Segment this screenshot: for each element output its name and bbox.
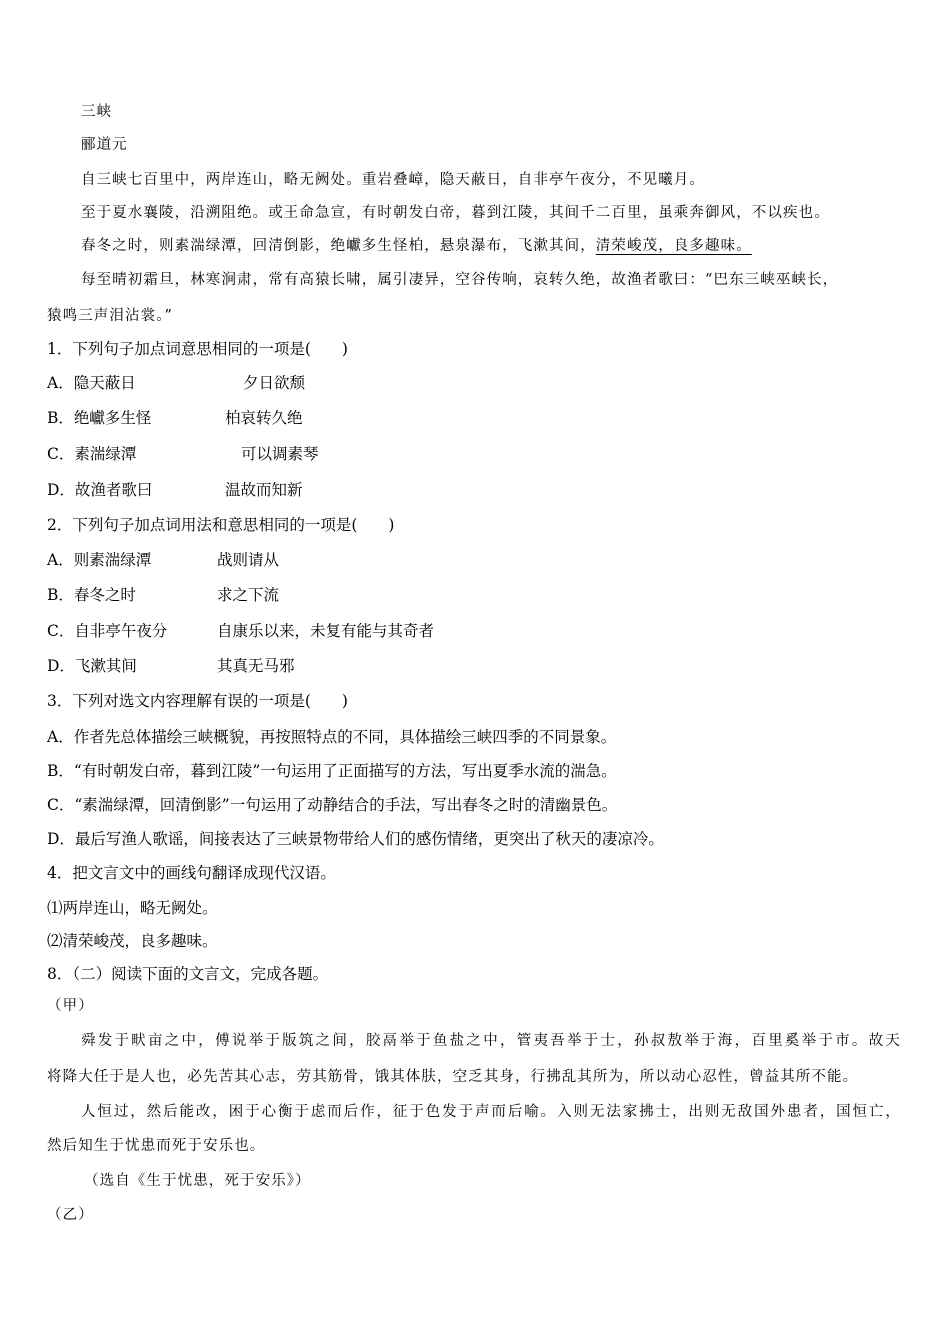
passage-author: 郦道元 <box>81 137 128 153</box>
passage-title: 三峡 <box>81 104 113 120</box>
option-label: B．绝巘多生怪 <box>47 409 152 427</box>
question-4-item-2: ⑵清荣峻茂，良多趣味。 <box>47 932 218 950</box>
option-pair: 其真无马邪 <box>217 657 295 675</box>
option-label: B．春冬之时 <box>47 586 136 604</box>
jia-paragraph-1-line-2: 将降大任于是人也，必先苦其心志，劳其筋骨，饿其体肤，空乏其身，行拂乱其所为，所以动心忍性，曾益其所不能。 <box>47 1069 859 1085</box>
option-label: A．则素湍绿潭 <box>47 551 152 569</box>
question-1-stem: 1．下列句子加点词意思相同的一项是( ) <box>47 340 348 358</box>
option-label: C．素湍绿潭 <box>47 445 137 463</box>
passage-paragraph-1: 自三峡七百里中，两岸连山，略无阙处。重岩叠嶂，隐天蔽日，自非亭午夜分，不见曦月。 <box>81 172 705 188</box>
section-2-heading: 8．（二）阅读下面的文言文，完成各题。 <box>47 965 329 983</box>
jia-paragraph-2-line-2: 然后知生于忧患而死于安乐也。 <box>47 1138 266 1154</box>
question-1-option-a <box>47 373 306 393</box>
jia-paragraph-2-line-1: 人恒过，然后能改，困于心衡于虑而后作，征于色发于声而后喻。入则无法家拂士，出则无敌国外患者，国恒亡， <box>81 1104 901 1120</box>
question-4-stem: 4．把文言文中的画线句翻译成现代汉语。 <box>47 864 336 882</box>
question-2-option-c <box>47 621 435 641</box>
passage-paragraph-3 <box>81 236 752 256</box>
option-pair: 夕日欲颓 <box>243 374 306 392</box>
jia-source: （选自《生于忧患，死于安乐》） <box>84 1173 311 1189</box>
question-1-option-c <box>47 444 319 464</box>
question-3-option-a: A．作者先总体描绘三峡概貌，再按照特点的不同，具体描绘三峡四季的不同景象。 <box>47 728 617 746</box>
question-2-option-d <box>47 656 295 676</box>
question-3-option-b: B．“有时朝发白帝，暮到江陵”一句运用了正面描写的方法，写出夏季水流的湍急。 <box>47 762 617 780</box>
passage-paragraph-4-line-1: 每至晴初霜旦，林寒涧肃，常有高猿长啸，属引凄异，空谷传响，哀转久绝，故渔者歌曰：“巴东三峡巫峡长， <box>81 272 839 288</box>
jia-paragraph-1-line-1: 舜发于畎亩之中，傅说举于版筑之间，胶鬲举于鱼盐之中，管夷吾举于士，孙叔敖举于海，百里奚举于市。故天 <box>81 1033 901 1049</box>
option-pair: 求之下流 <box>217 586 280 604</box>
option-label: A．隐天蔽日 <box>47 374 136 392</box>
option-pair: 温故而知新 <box>225 481 303 499</box>
underlined-sentence: 清荣峻茂，良多趣味。 <box>595 238 752 254</box>
question-2-option-a <box>47 550 280 570</box>
question-2-option-b <box>47 585 280 605</box>
question-3-option-c: C．“素湍绿潭，回清倒影”一句运用了动静结合的手法，写出春冬之时的清幽景色。 <box>47 796 618 814</box>
passage-paragraph-4-line-2: 猿鸣三声泪沾裳。” <box>47 308 174 324</box>
question-2-stem: 2．下列句子加点词用法和意思相同的一项是( ) <box>47 516 395 534</box>
passage-paragraph-2: 至于夏水襄陵，沿溯阻绝。或王命急宣，有时朝发白帝，暮到江陵，其间千二百里，虽乘奔御风，不以疾也。 <box>81 205 830 221</box>
question-4-item-1: ⑴两岸连山，略无阙处。 <box>47 899 218 917</box>
question-1-option-b <box>47 408 303 428</box>
option-pair: 柏哀转久绝 <box>225 409 303 427</box>
paragraph-3-plain: 春冬之时，则素湍绿潭，回清倒影，绝巘多生怪柏，悬泉瀑布，飞漱其间， <box>81 238 596 254</box>
option-label: C．自非亭午夜分 <box>47 622 168 640</box>
option-label: D．故渔者歌曰 <box>47 481 153 499</box>
question-3-stem: 3．下列对选文内容理解有误的一项是( ) <box>47 692 348 710</box>
question-3-option-d: D．最后写渔人歌谣，间接表达了三峡景物带给人们的感伤情绪，更突出了秋天的凄凉冷。 <box>47 830 664 848</box>
option-pair: 可以调素琴 <box>241 445 319 463</box>
option-label: D．飞漱其间 <box>47 657 137 675</box>
option-pair: 战则请从 <box>217 551 280 569</box>
section-jia-label: （甲） <box>47 998 94 1014</box>
question-1-option-d <box>47 480 303 500</box>
section-yi-label: （乙） <box>47 1207 94 1223</box>
option-pair: 自康乐以来，未复有能与其奇者 <box>217 622 435 640</box>
